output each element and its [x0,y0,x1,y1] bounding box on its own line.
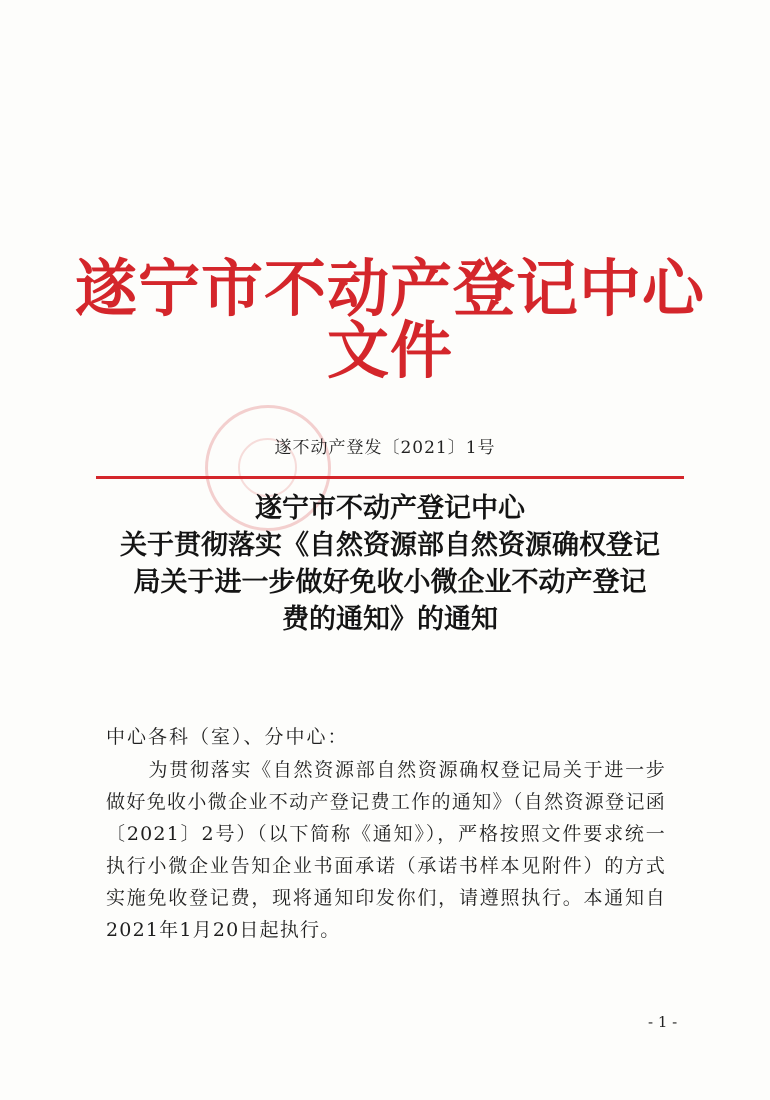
title-line-3: 局关于进一步做好免收小微企业不动产登记 [133,567,647,598]
document-title [100,490,680,638]
document-number: 遂不动产登发〔2021〕1号 [274,438,496,458]
addressee-line: 中心各科（室）、分中心： [106,726,349,748]
body-paragraph [106,754,666,946]
body-paragraph-text: 为贯彻落实《自然资源部自然资源确权登记局关于进一步做好免收小微企业不动产登记费工作的通知》（自然资源登记函〔2021〕2号）（以下简称《通知》），严格按照文件要求统一执行小微企业告知企业书面承诺（承诺书样本见附件）的方式实施免收登记费，现将通知印发你们，请遵照执行。本通知自2021年1月20日起执行。 [106,759,666,941]
page-number: - 1 - [648,1013,678,1031]
title-line-4: 费的通知》的通知 [282,604,498,635]
issuing-office-header: 遂宁市不动产登记中心文件 [74,252,705,387]
title-line-2: 关于贯彻落实《自然资源部自然资源确权登记 [120,530,660,561]
red-separator-line [96,476,684,479]
title-line-1: 遂宁市不动产登记中心 [255,493,525,524]
